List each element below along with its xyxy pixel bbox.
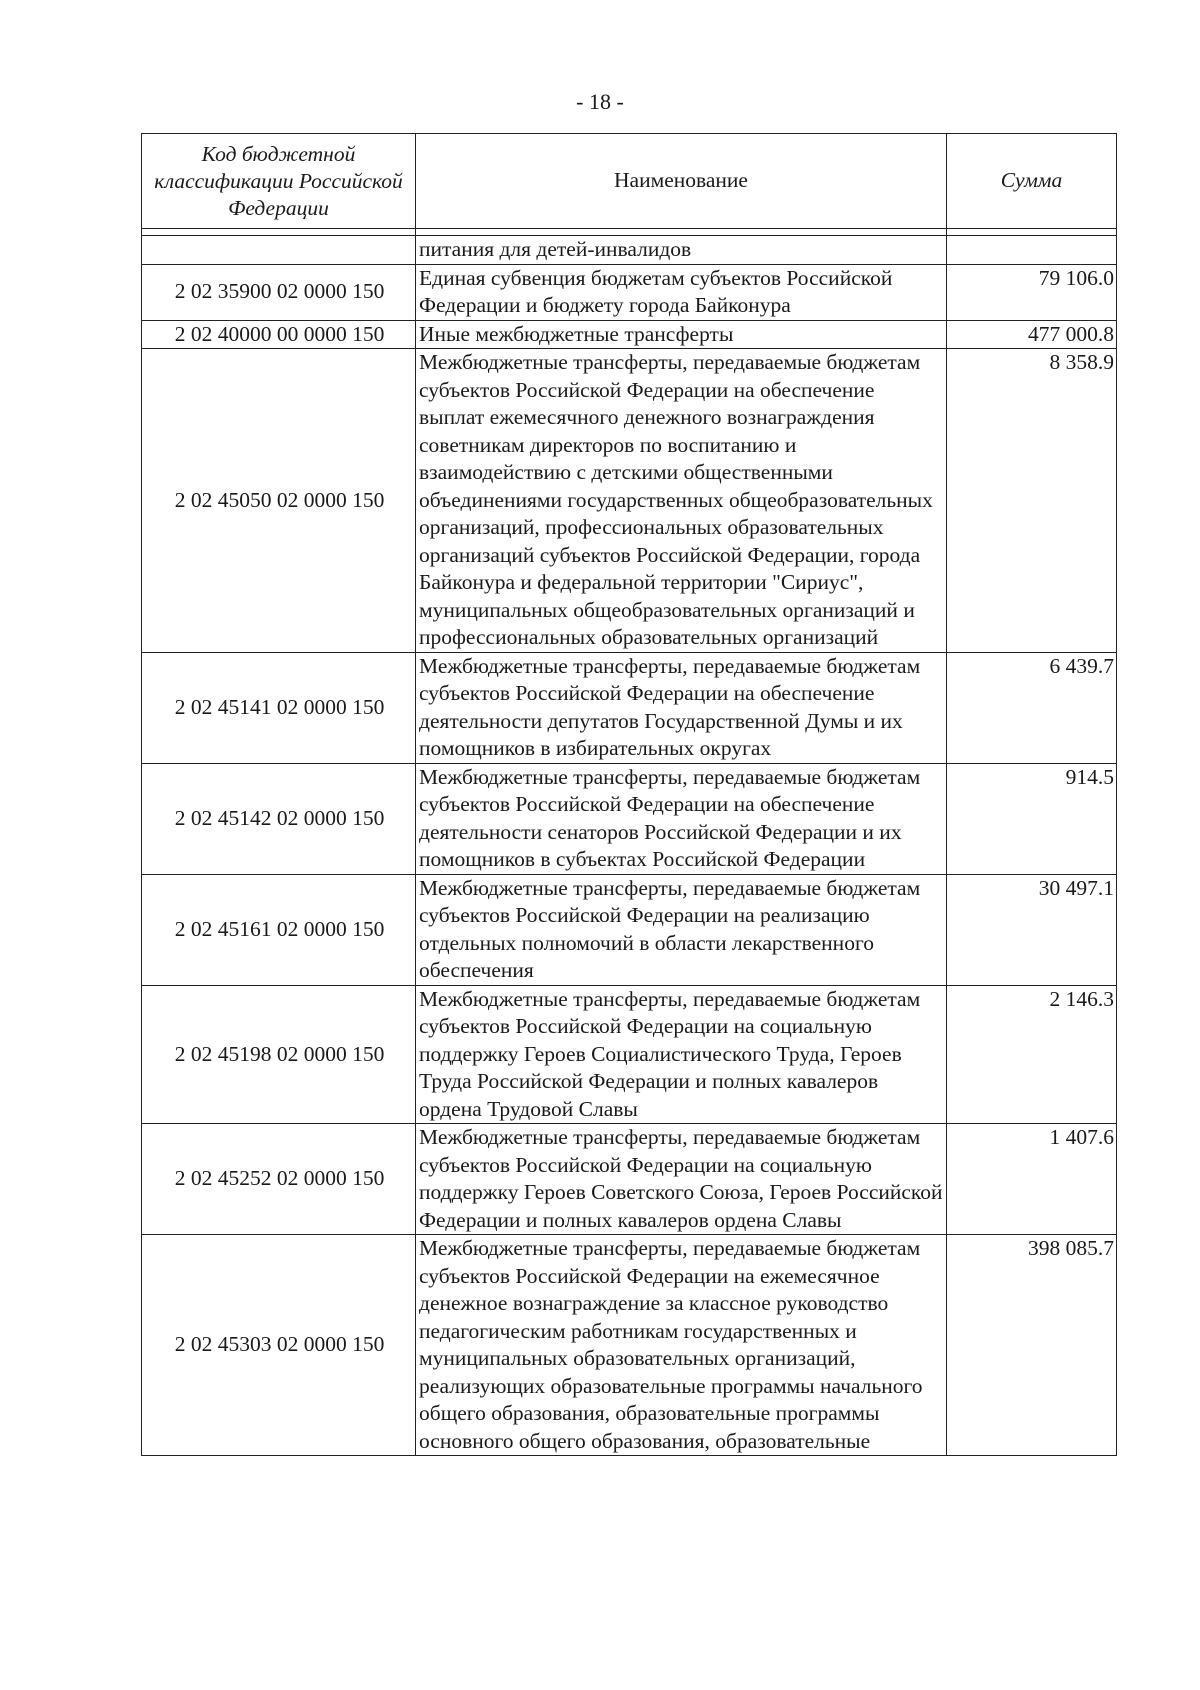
sum-cell: 79 106.0 [947,264,1117,320]
sum-cell: 1 407.6 [947,1124,1117,1235]
code-cell: 2 02 45141 02 0000 150 [142,652,416,763]
code-cell: 2 02 45252 02 0000 150 [142,1124,416,1235]
sum-cell [947,236,1117,265]
name-cell: Единая субвенция бюджетам субъектов Российской Федерации и бюджету города Байконура [416,264,947,320]
code-cell: 2 02 35900 02 0000 150 [142,264,416,320]
table-row [142,236,1117,265]
table-row [142,985,1117,1124]
header-spacer-row [142,229,1117,236]
name-cell: Межбюджетные трансферты, передаваемые бюджетам субъектов Российской Федерации на ежемесячное денежное вознаграждение за классное руководство педагогическим работникам государственных и муниципальных образовательных организаций, реализующих образовательные программы начального общего образования, образовательные программы основного общего образования, образовательные [416,1235,947,1456]
header-code: Код бюджетной классификации Российской Федерации [142,134,416,229]
budget-table [141,133,1117,1456]
table-row [142,264,1117,320]
table-row [142,652,1117,763]
name-cell: Межбюджетные трансферты, передаваемые бюджетам субъектов Российской Федерации на обеспечение деятельности депутатов Государственной Думы и их помощников в избирательных округах [416,652,947,763]
spacer-cell [416,229,947,236]
sum-cell: 398 085.7 [947,1235,1117,1456]
name-cell: Межбюджетные трансферты, передаваемые бюджетам субъектов Российской Федерации на социальную поддержку Героев Социалистического Труда, Героев Труда Российской Федерации и полных кавалеров ордена Трудовой Славы [416,985,947,1124]
sum-cell: 8 358.9 [947,349,1117,653]
table-row [142,320,1117,349]
sum-cell: 6 439.7 [947,652,1117,763]
spacer-cell [947,229,1117,236]
code-cell [142,236,416,265]
page-number: - 18 - [576,89,624,114]
name-cell: Межбюджетные трансферты, передаваемые бюджетам субъектов Российской Федерации на реализацию отдельных полномочий в области лекарственного обеспечения [416,874,947,985]
code-cell: 2 02 45303 02 0000 150 [142,1235,416,1456]
table-header [142,134,1117,236]
code-cell: 2 02 45198 02 0000 150 [142,985,416,1124]
code-cell: 2 02 40000 00 0000 150 [142,320,416,349]
header-name: Наименование [416,134,947,229]
table-row [142,1124,1117,1235]
table-row [142,874,1117,985]
sum-cell: 477 000.8 [947,320,1117,349]
code-cell: 2 02 45161 02 0000 150 [142,874,416,985]
name-cell: Межбюджетные трансферты, передаваемые бюджетам субъектов Российской Федерации на обеспечение выплат ежемесячного денежного вознаграждения советникам директоров по воспитанию и взаимодействию с детскими общественными объединениями государственных общеобразовательных организаций, профессиональных образовательных организаций субъектов Российской Федерации, города Байконура и федеральной территории "Сириус", муниципальных общеобразовательных организаций и профессиональных образовательных организаций [416,349,947,653]
name-cell: Межбюджетные трансферты, передаваемые бюджетам субъектов Российской Федерации на социальную поддержку Героев Советского Союза, Героев Российской Федерации и полных кавалеров ордена Славы [416,1124,947,1235]
header-sum: Сумма [947,134,1117,229]
code-cell: 2 02 45142 02 0000 150 [142,763,416,874]
table-body [142,236,1117,1456]
name-cell: Межбюджетные трансферты, передаваемые бюджетам субъектов Российской Федерации на обеспечение деятельности сенаторов Российской Федерации и их помощников в субъектах Российской Федерации [416,763,947,874]
sum-cell: 30 497.1 [947,874,1117,985]
name-cell: Иные межбюджетные трансферты [416,320,947,349]
code-cell: 2 02 45050 02 0000 150 [142,349,416,653]
table-row [142,763,1117,874]
header-row [142,134,1117,229]
name-cell: питания для детей-инвалидов [416,236,947,265]
sum-cell: 2 146.3 [947,985,1117,1124]
table-row [142,349,1117,653]
table-row [142,1235,1117,1456]
sum-cell: 914.5 [947,763,1117,874]
spacer-cell [142,229,416,236]
